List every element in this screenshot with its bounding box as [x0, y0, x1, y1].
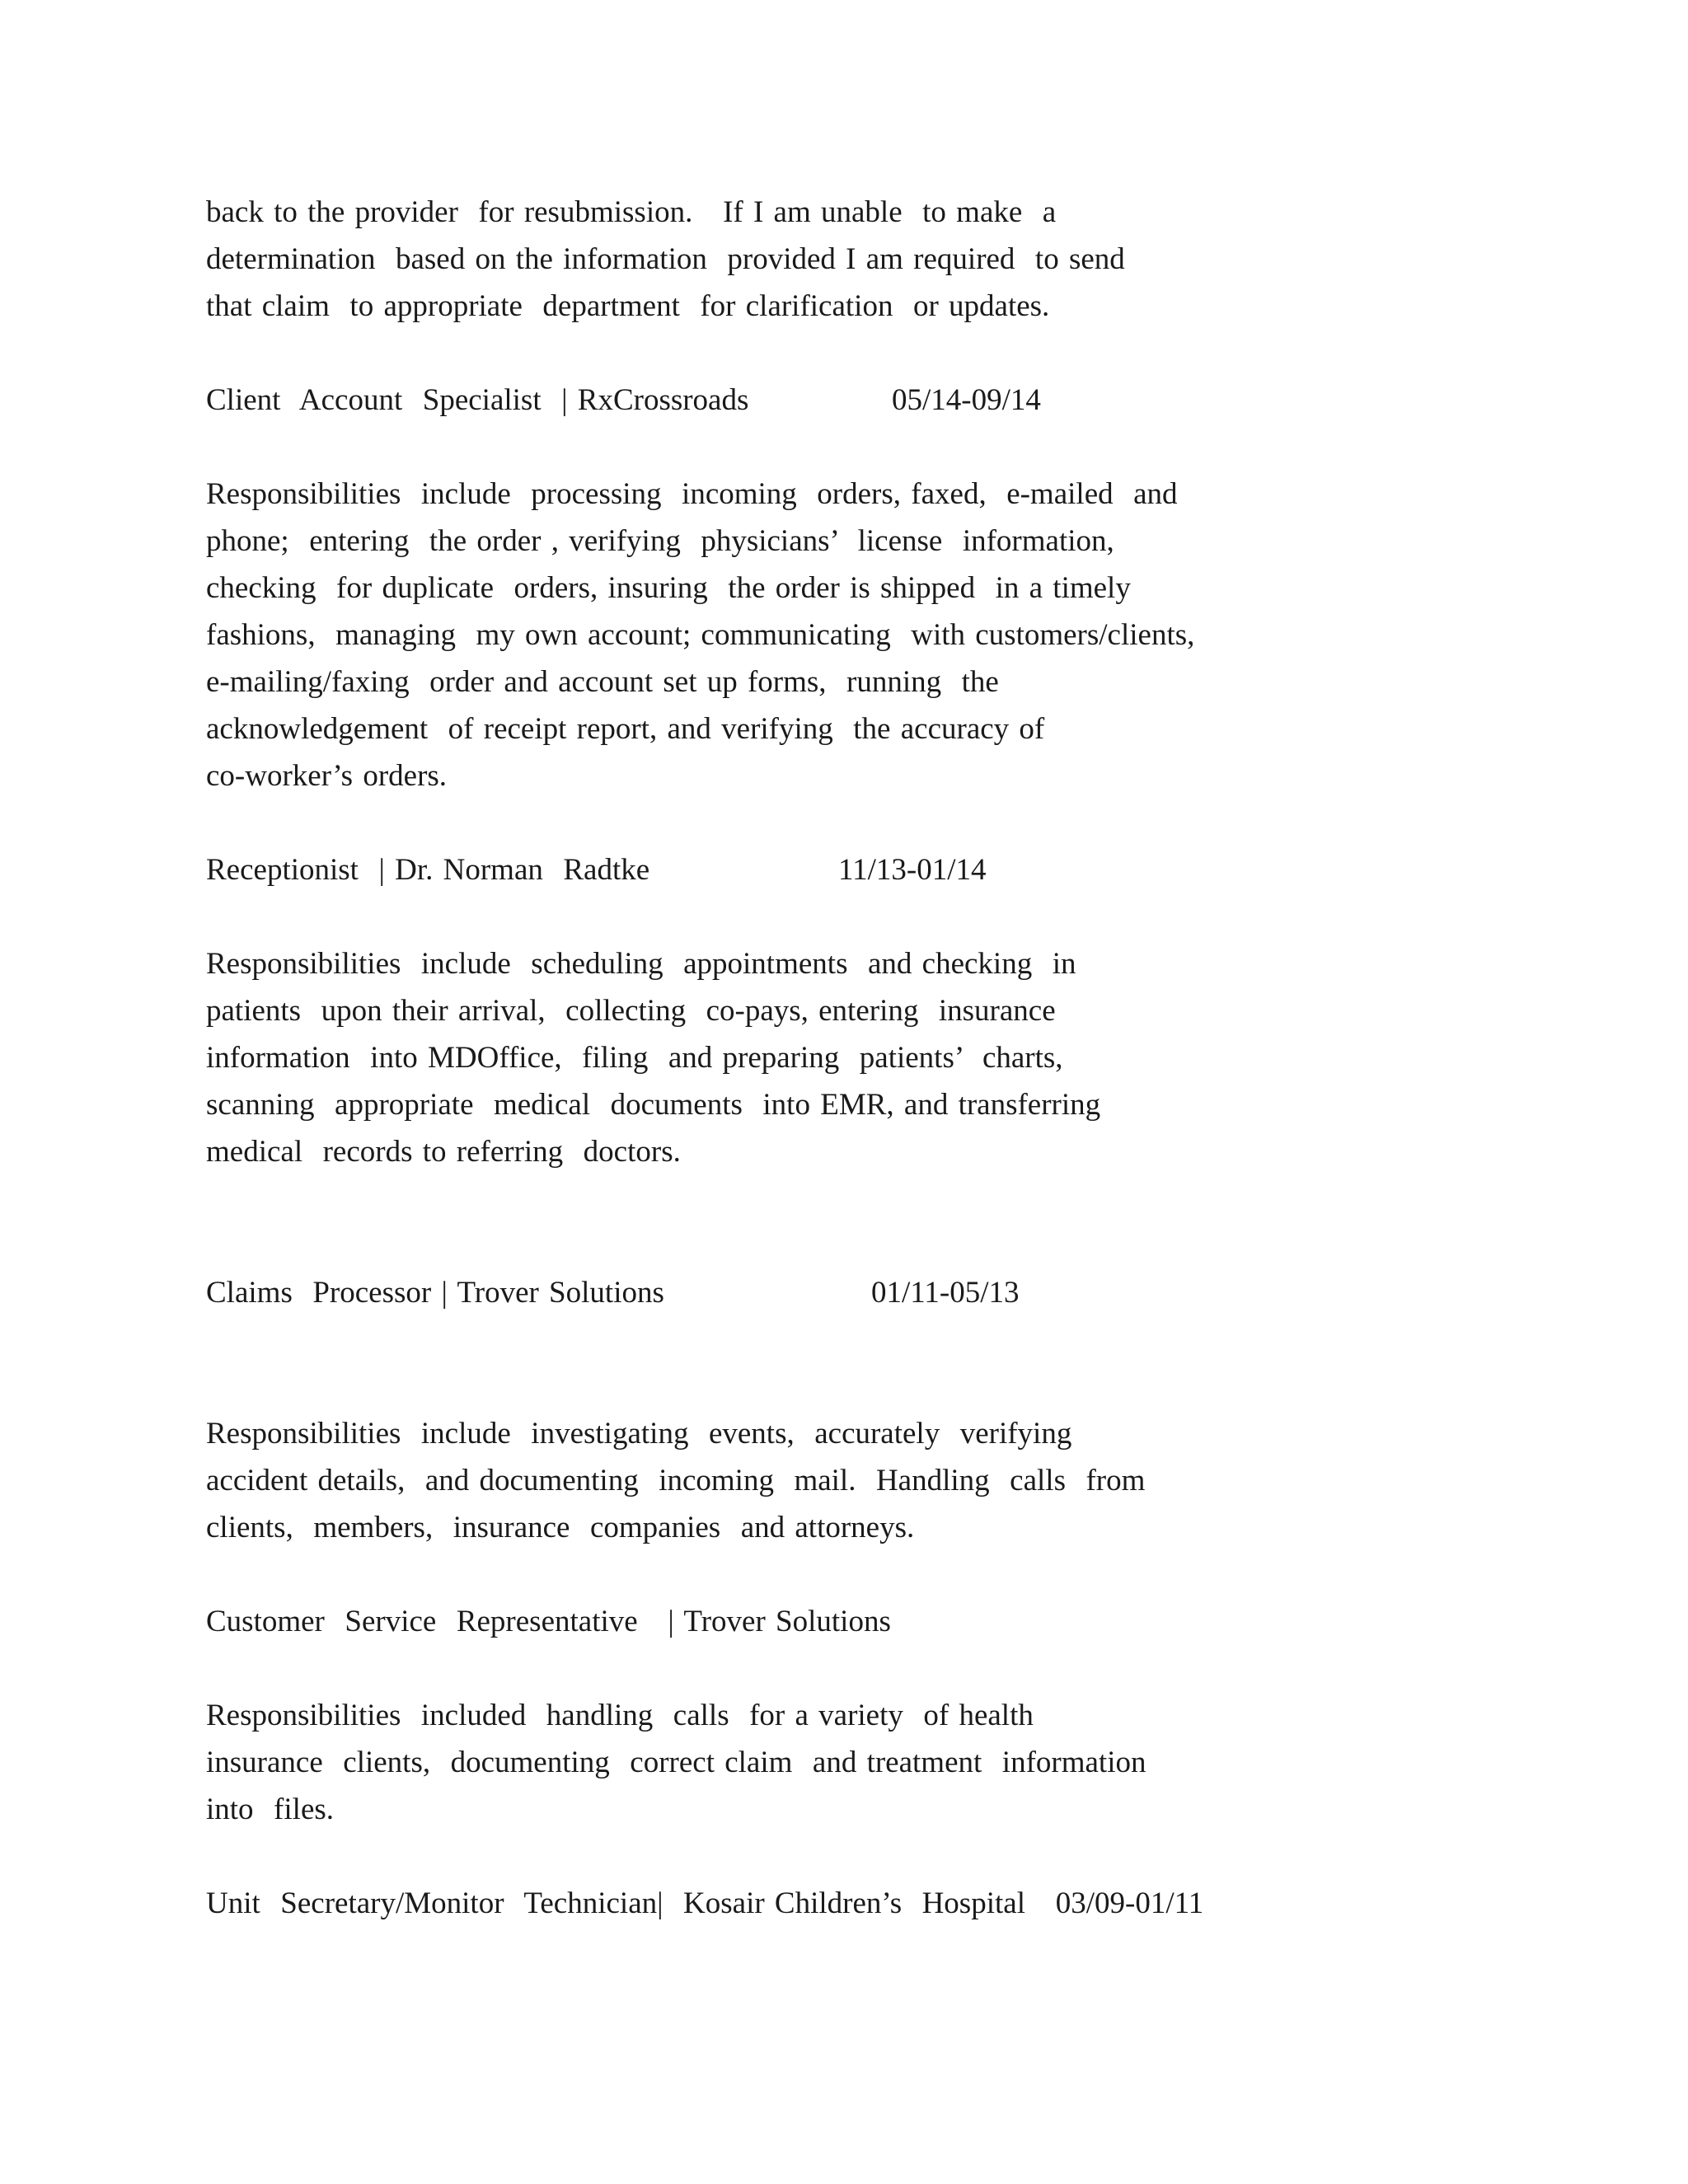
- job-description-line: Responsibilities include investigating events, accurately verifying: [206, 1417, 1072, 1451]
- job-description-line: scanning appropriate medical documents into EMR, and transferring: [206, 1088, 1101, 1122]
- job-title: Customer Service Representative | Trover Solutions: [206, 1605, 891, 1638]
- job-title: Receptionist | Dr. Norman Radtke: [206, 853, 650, 887]
- job-heading: [206, 1880, 1442, 2021]
- job-description-line: fashions, managing my own account; communicating with customers/clients,: [206, 618, 1195, 652]
- job-dates: 11/13-01/14: [838, 853, 987, 887]
- job-description-line: checking for duplicate orders, insuring the order is shipped in a timely: [206, 571, 1131, 605]
- job-description-line: phone; entering the order , verifying physicians’ license information,: [206, 524, 1114, 558]
- job-description-line: e-mailing/faxing order and account set up forms, running the: [206, 665, 999, 699]
- job-title: Claims Processor | Trover Solutions: [206, 1276, 664, 1310]
- job-description-line: accident details, and documenting incoming mail. Handling calls from: [206, 1464, 1146, 1497]
- job-description-line: acknowledgement of receipt report, and verifying the accuracy of: [206, 712, 1045, 746]
- intro-line: determination based on the information provided I am required to send: [206, 242, 1125, 276]
- job-description-line: Responsibilities include scheduling appointments and checking in: [206, 947, 1076, 981]
- intro-line: back to the provider for resubmission. If I am unable to make a: [206, 195, 1057, 229]
- job-description-line: insurance clients, documenting correct claim and treatment information: [206, 1746, 1146, 1779]
- job-description-line: information into MDOffice, filing and preparing patients’ charts,: [206, 1041, 1063, 1075]
- job-description-line: patients upon their arrival, collecting co-pays, entering insurance: [206, 994, 1056, 1028]
- job-title: Client Account Specialist | RxCrossroads: [206, 383, 749, 417]
- job-title: Unit Secretary/Monitor Technician| Kosair Children’s Hospital 03/09-01/11: [206, 1886, 1204, 1920]
- job-description-line: co-worker’s orders.: [206, 759, 448, 793]
- job-description-line: clients, members, insurance companies and attorneys.: [206, 1511, 915, 1544]
- job-description-line: into files.: [206, 1793, 335, 1826]
- job-dates: 01/11-05/13: [871, 1276, 1020, 1310]
- job-description-line: Responsibilities included handling calls for a variety of health: [206, 1699, 1034, 1732]
- job-description-line: medical records to referring doctors.: [206, 1135, 681, 1169]
- job-description-line: Responsibilities include processing incoming orders, faxed, e-mailed and: [206, 477, 1178, 511]
- intro-line: that claim to appropriate department for clarification or updates.: [206, 289, 1050, 323]
- job-dates: 05/14-09/14: [892, 383, 1041, 417]
